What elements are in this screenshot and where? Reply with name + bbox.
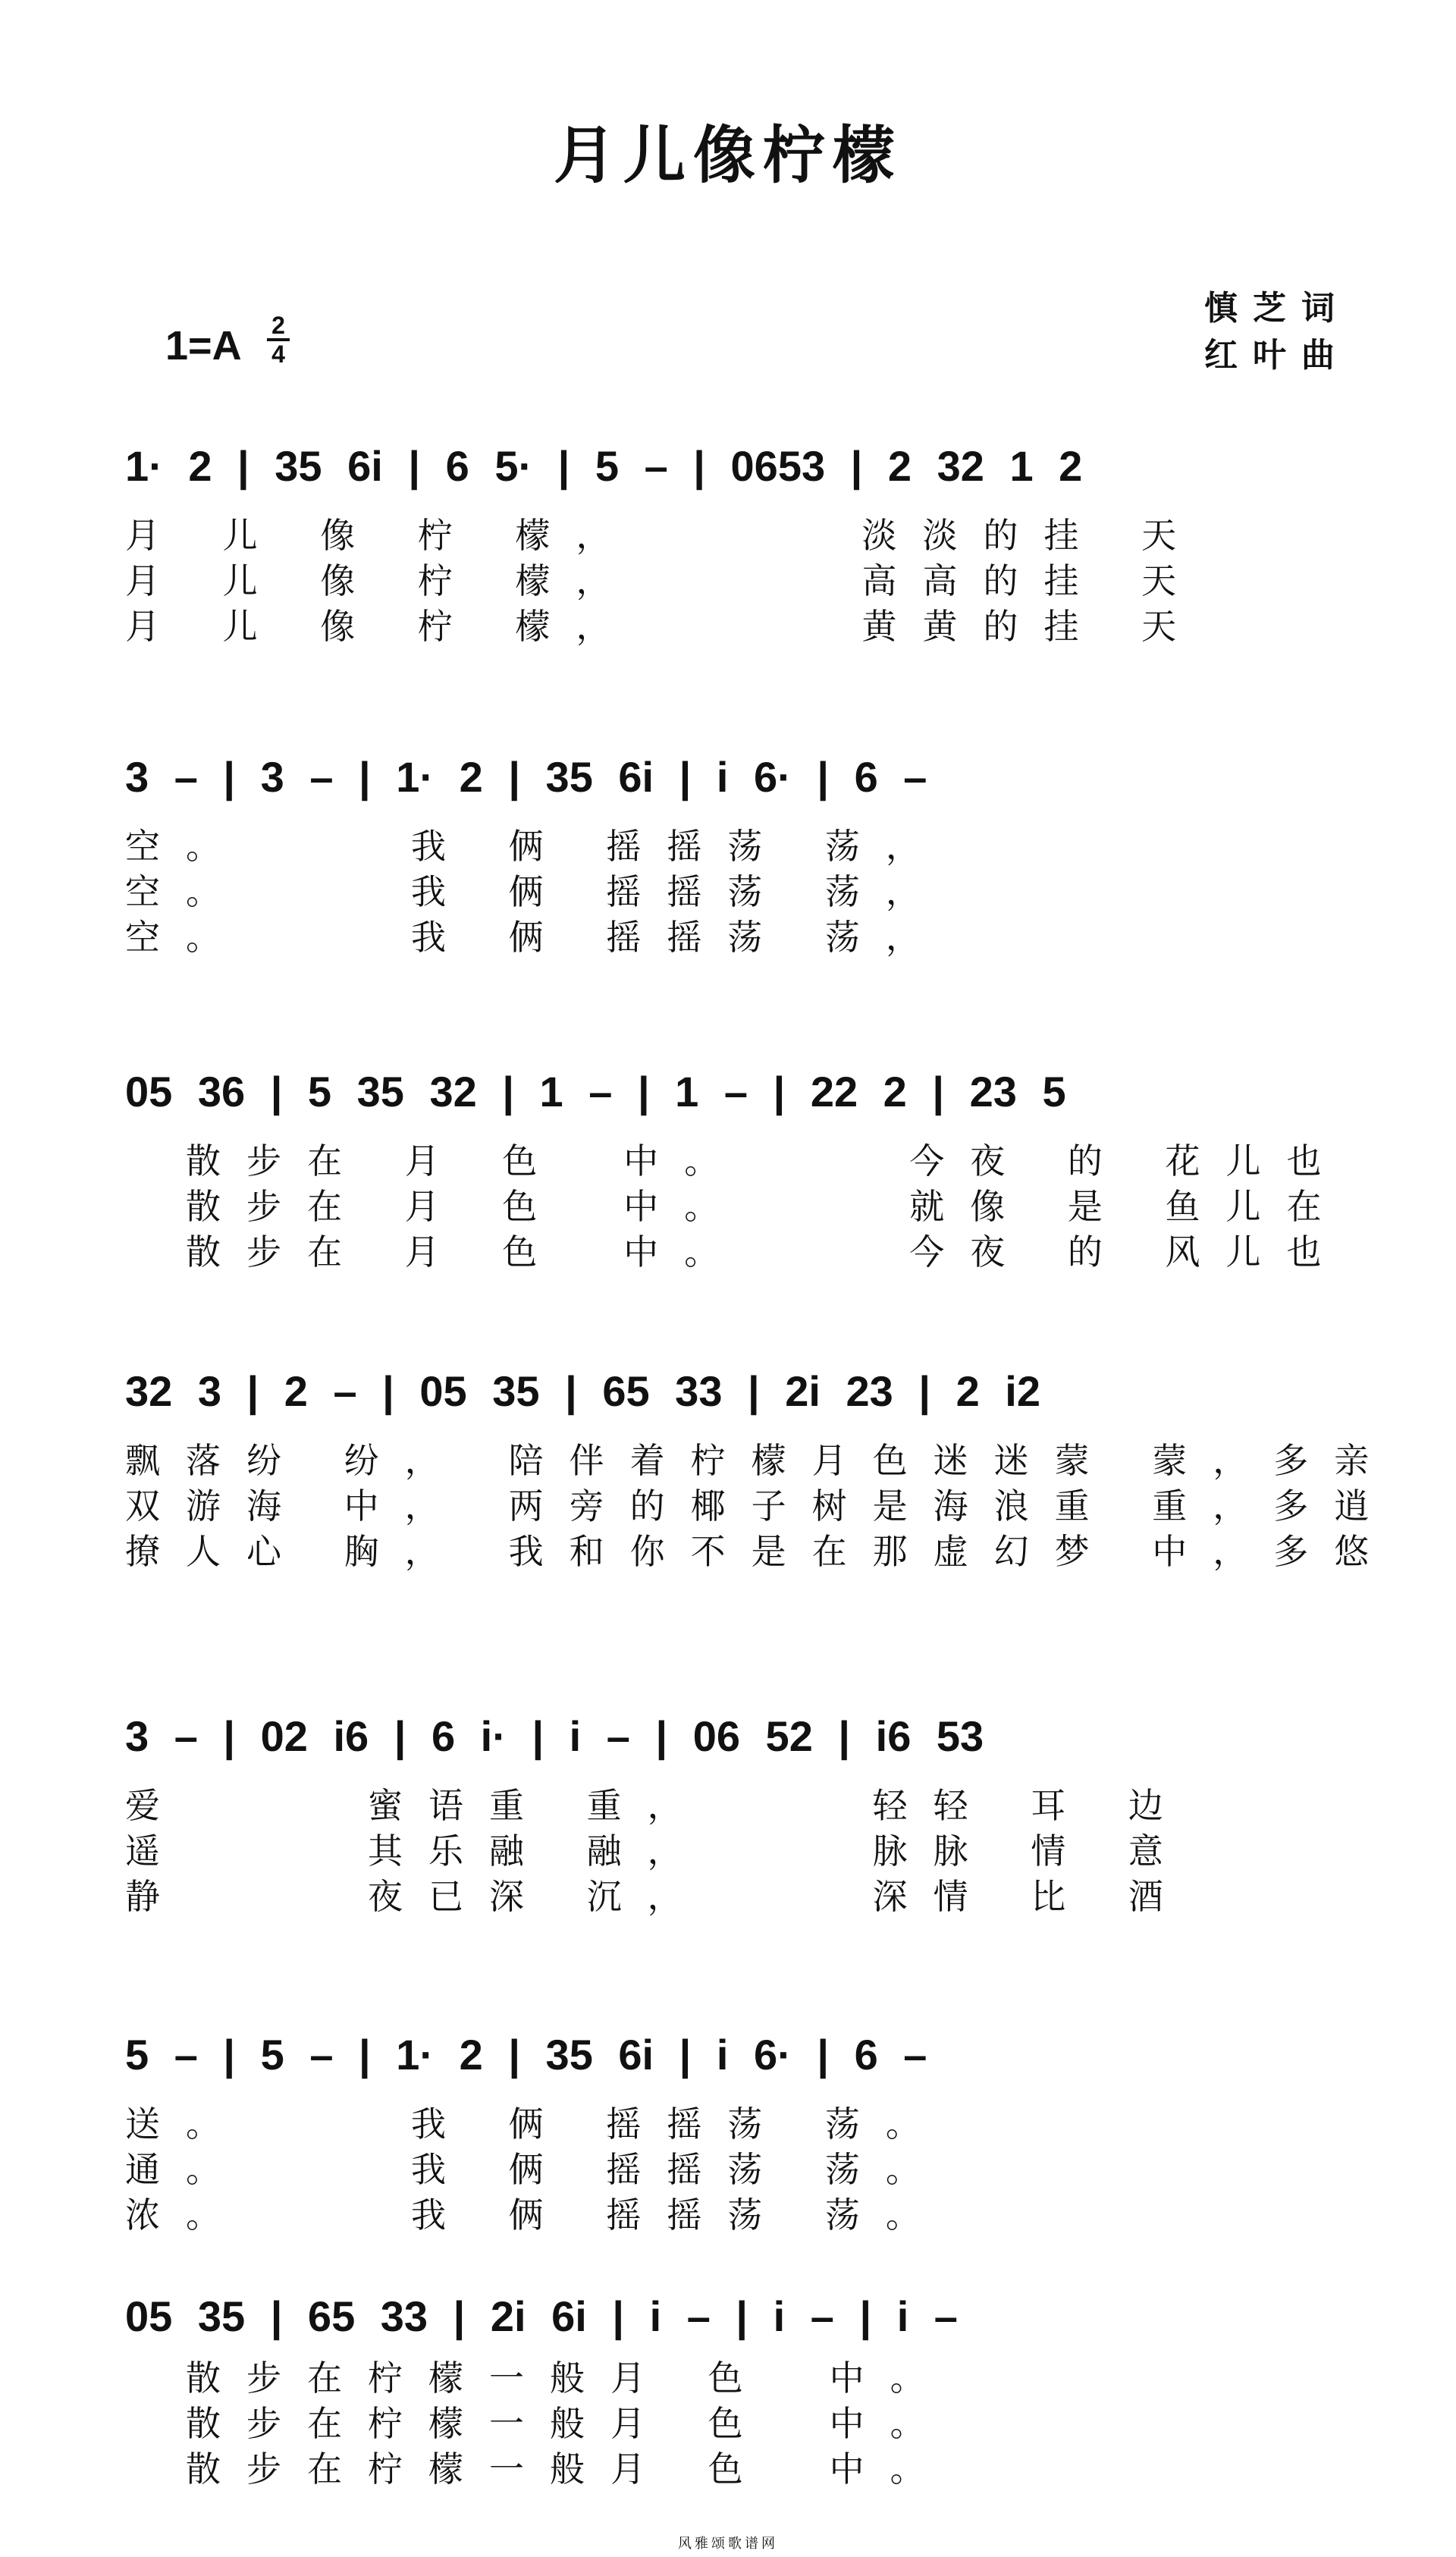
key-signature: 1=A bbox=[165, 323, 242, 369]
melody-line bbox=[125, 1357, 1376, 1426]
lyric-verse-3: 月 儿 像 柠 檬， 黄黄的挂 天 bbox=[125, 606, 1203, 647]
melody-notes: 5 – | 5 – | 1· 2 | 35 6i | i 6· | 6 – bbox=[125, 2031, 927, 2079]
melody-line bbox=[125, 1702, 1376, 1771]
melody-line bbox=[125, 2021, 1376, 2089]
time-signature-bottom: 4 bbox=[271, 340, 285, 368]
melody-line bbox=[125, 432, 1376, 500]
lyric-verse-1: 空。 我 俩 摇摇荡 荡， bbox=[125, 826, 946, 867]
melody-notes: 32 3 | 2 – | 05 35 | 65 33 | 2i 23 | 2 i2 bbox=[125, 1367, 1040, 1415]
song-title: 月儿像柠檬 bbox=[553, 119, 902, 192]
lyric-verse-1: 散步在柠檬一般月 色 中。 bbox=[125, 2358, 951, 2399]
lyricist-credit: 慎芝词 bbox=[1204, 289, 1350, 328]
lyric-verse-3: 散步在柠檬一般月 色 中。 bbox=[125, 2449, 951, 2490]
lyric-verse-2: 遥 其乐融 融， 脉脉 情 意 bbox=[125, 1831, 1189, 1871]
lyric-verse-3: 撩人心 胸， 我和你不是在那虚幻梦 中，多悠 bbox=[125, 1531, 1395, 1572]
composer-credit: 红叶曲 bbox=[1204, 336, 1350, 375]
melody-line bbox=[125, 1058, 1376, 1126]
melody-notes: 05 36 | 5 35 32 | 1 – | 1 – | 22 2 | 23 5 bbox=[125, 1068, 1066, 1115]
lyric-verse-3: 浓。 我 俩 摇摇荡 荡。 bbox=[125, 2195, 946, 2235]
melody-notes: 3 – | 3 – | 1· 2 | 35 6i | i 6· | 6 – bbox=[125, 753, 927, 801]
watermark-footer: 风雅颂歌谱网 bbox=[678, 2536, 778, 2552]
lyric-verse-3: 散步在 月 色 中。 今夜 的 风儿也 bbox=[125, 1231, 1348, 1272]
melody-notes: 1· 2 | 35 6i | 6 5· | 5 – | 0653 | 2 32 1 2 bbox=[125, 442, 1083, 490]
lyric-verse-2: 双游海 中， 两旁的椰子树是海浪重 重，多逍 bbox=[125, 1486, 1395, 1526]
melody-notes: 3 – | 02 i6 | 6 i· | i – | 06 52 | i6 53 bbox=[125, 1712, 984, 1760]
lyric-verse-3: 静 夜已深 沉， 深情 比 酒 bbox=[125, 1876, 1189, 1917]
melody-line bbox=[125, 2282, 1376, 2351]
lyric-verse-1: 爱 蜜语重 重， 轻轻 耳 边 bbox=[125, 1785, 1189, 1826]
lyric-verse-2: 通。 我 俩 摇摇荡 荡。 bbox=[125, 2149, 946, 2190]
lyric-verse-1: 月 儿 像 柠 檬， 淡淡的挂 天 bbox=[125, 515, 1203, 556]
lyric-verse-3: 空。 我 俩 摇摇荡 荡， bbox=[125, 917, 946, 958]
time-signature-top: 2 bbox=[271, 312, 285, 339]
time-signature bbox=[267, 314, 290, 366]
lyric-verse-2: 散步在 月 色 中。 就像 是 鱼儿在 bbox=[125, 1186, 1348, 1227]
lyric-verse-2: 空。 我 俩 摇摇荡 荡， bbox=[125, 871, 946, 912]
lyric-verse-2: 月 儿 像 柠 檬， 高高的挂 天 bbox=[125, 560, 1203, 601]
melody-line bbox=[125, 743, 1376, 811]
lyric-verse-2: 散步在柠檬一般月 色 中。 bbox=[125, 2403, 951, 2444]
melody-notes: 05 35 | 65 33 | 2i 6i | i – | i – | i – bbox=[125, 2292, 958, 2340]
lyric-verse-1: 飘落纷 纷， 陪伴着柠檬月色迷迷蒙 蒙，多亲 bbox=[125, 1440, 1395, 1481]
lyric-verse-1: 散步在 月 色 中。 今夜 的 花儿也 bbox=[125, 1140, 1348, 1181]
lyric-verse-1: 送。 我 俩 摇摇荡 荡。 bbox=[125, 2104, 946, 2144]
